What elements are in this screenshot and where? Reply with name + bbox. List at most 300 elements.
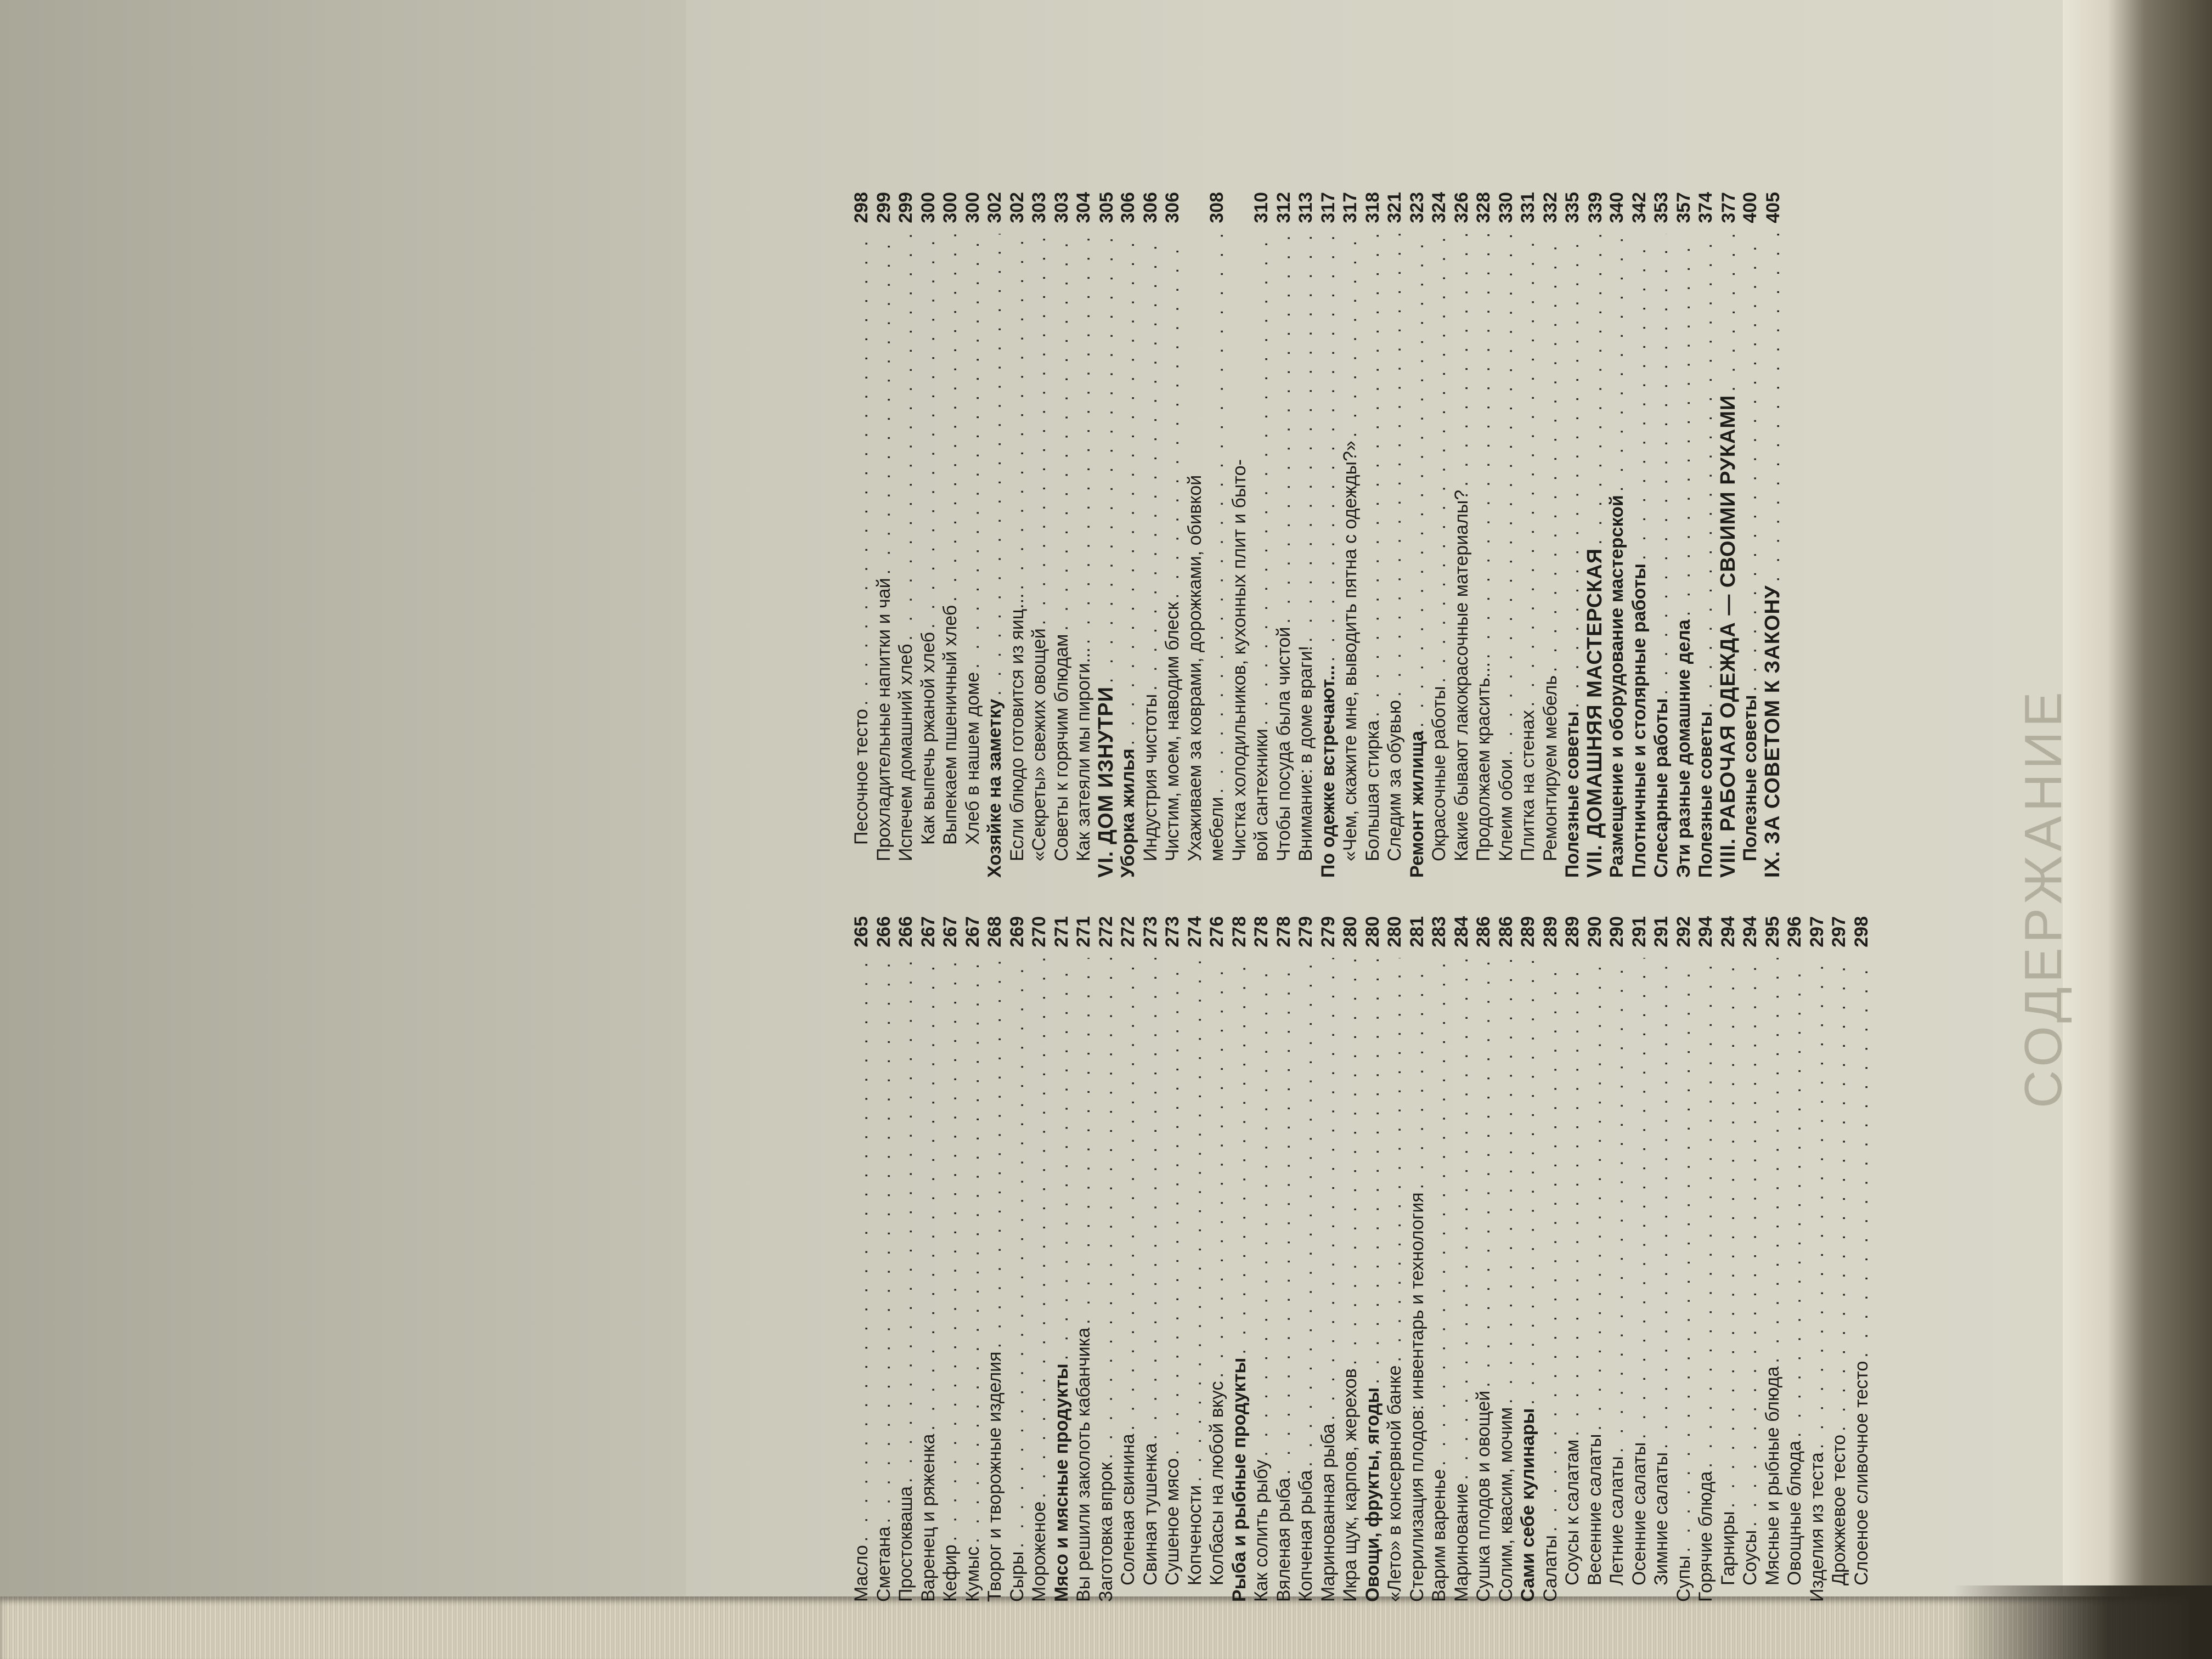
toc-entry-title: «Чем, скажите мне, выводить пятна с одежды?» xyxy=(1340,441,1361,861)
toc-entry-title: Изделия из теста xyxy=(1806,1452,1827,1602)
toc-entry xyxy=(939,916,962,1602)
toc-entry-title: Творог и творожные изделия xyxy=(984,1351,1005,1602)
toc-entry-title: Индустрия чистоты xyxy=(1139,693,1161,861)
toc-leader-dots xyxy=(1650,234,1673,695)
toc-entry-title: VIII. РАБОЧАЯ ОДЕЖДА — СВОИМИ РУКАМИ xyxy=(1716,394,1740,878)
book-cloth-spine xyxy=(0,1596,2189,1659)
toc-entry-title: Выпекаем пшеничный хлеб xyxy=(940,605,961,845)
toc-leader-dots xyxy=(1561,234,1584,708)
toc-entry-title: Чистим, моем, наводим блеск xyxy=(1162,602,1183,861)
toc-entry-title: Советы к горячим блюдам xyxy=(1051,634,1072,861)
toc-entry xyxy=(1295,916,1317,1602)
toc-entry-title: Плитка на стенах xyxy=(1517,710,1538,861)
toc-entry xyxy=(1762,192,1784,878)
toc-entry-title: Салаты xyxy=(1539,1535,1561,1602)
toc-entry xyxy=(873,192,895,878)
toc-entry xyxy=(1650,916,1673,1602)
rotated-contents xyxy=(669,11,2096,1602)
toc-leader-dots xyxy=(1250,234,1273,725)
toc-entry xyxy=(1673,916,1695,1602)
toc-page-number: 290 xyxy=(1606,916,1627,947)
toc-entry-title: Мясо и мясные продукты xyxy=(1051,1363,1072,1602)
toc-page-number: 400 xyxy=(1740,192,1760,223)
toc-page-number: 267 xyxy=(962,916,983,947)
toc-leader-dots xyxy=(1606,958,1628,1453)
toc-leader-dots xyxy=(873,234,895,574)
toc-page-number: 304 xyxy=(1073,192,1094,223)
toc-entry xyxy=(1828,916,1850,1602)
toc-page-number: 271 xyxy=(1073,916,1094,947)
toc-entry xyxy=(1451,192,1473,878)
toc-entry xyxy=(1028,916,1051,1602)
toc-entry-title: Маринование xyxy=(1451,1483,1472,1602)
toc-leader-dots xyxy=(1472,958,1495,1387)
toc-entry-title: Испечем домашний хлеб xyxy=(895,644,916,861)
toc-entry-title: Дрожжевое тесто xyxy=(1829,1434,1849,1585)
toc-leader-dots xyxy=(1317,958,1340,1420)
toc-entry xyxy=(1250,192,1273,878)
toc-leader-dots xyxy=(1406,958,1429,1189)
toc-entry-title: Кефир xyxy=(940,1544,961,1602)
toc-leader-dots xyxy=(1561,958,1584,1436)
toc-page-number: 280 xyxy=(1362,916,1383,947)
toc-leader-dots xyxy=(984,958,1006,1348)
toc-page-number: 303 xyxy=(1051,192,1072,223)
toc-entry xyxy=(1206,916,1228,1602)
toc-page-number: 332 xyxy=(1539,192,1561,223)
toc-entry xyxy=(1228,192,1251,878)
toc-entry xyxy=(1739,192,1762,878)
page-shadow-area xyxy=(0,0,686,1659)
toc-leader-dots xyxy=(1717,958,1740,1508)
toc-entry-title: Чистка холодильников, кухонных плит и быто- xyxy=(1228,459,1250,861)
toc-entry-title: Варенец и ряженка xyxy=(917,1434,939,1602)
toc-entry-title: Простокваша xyxy=(895,1486,916,1602)
toc-entry xyxy=(1762,916,1784,1602)
toc-page-number: 278 xyxy=(1228,916,1250,947)
toc-leader-dots xyxy=(1139,958,1162,1440)
toc-leader-dots xyxy=(1606,234,1628,492)
toc-leader-dots xyxy=(1073,234,1095,644)
toc-leader-dots xyxy=(1806,958,1829,1449)
toc-page-number: 318 xyxy=(1362,192,1383,223)
toc-page-number: 273 xyxy=(1139,916,1161,947)
toc-page-number: 339 xyxy=(1584,192,1606,223)
toc-entry-title: вой сантехники xyxy=(1251,729,1272,861)
toc-entry-title: Окрасочные работы xyxy=(1429,686,1449,861)
toc-leader-dots xyxy=(1828,958,1850,1431)
toc-entry xyxy=(850,192,873,878)
toc-page-number: 289 xyxy=(1562,916,1583,947)
toc-entry-title: Сами себе кулинары xyxy=(1517,1408,1538,1602)
toc-leader-dots xyxy=(1784,958,1806,1437)
toc-entry-title: Копченая рыба xyxy=(1295,1470,1316,1602)
toc-page-number: 405 xyxy=(1762,192,1784,223)
toc-page-number: 374 xyxy=(1695,192,1716,223)
toc-entry xyxy=(1362,192,1384,878)
toc-entry-title: Эти разные домашние дела xyxy=(1673,619,1694,878)
toc-entry xyxy=(1739,916,1762,1602)
toc-entry xyxy=(1139,916,1162,1602)
toc-entry xyxy=(1339,192,1362,878)
toc-page-number: 308 xyxy=(1206,192,1227,223)
toc-entry xyxy=(1161,916,1184,1602)
toc-page-number: 289 xyxy=(1517,916,1538,947)
toc-leader-dots xyxy=(1362,234,1384,717)
toc-entry-title: Сметана xyxy=(873,1526,894,1602)
toc-page-number: 305 xyxy=(1096,192,1117,223)
toc-page-number: 317 xyxy=(1340,192,1361,223)
toc-entry xyxy=(1628,192,1651,878)
toc-page-number: 302 xyxy=(984,192,1005,223)
toc-entry xyxy=(1606,916,1628,1602)
toc-entry-title: Мороженое xyxy=(1029,1501,1049,1602)
toc-page-number: 313 xyxy=(1295,192,1316,223)
toc-page-number: 300 xyxy=(962,192,983,223)
toc-entry xyxy=(1317,916,1340,1602)
toc-leader-dots xyxy=(1539,234,1562,672)
toc-page-number: 335 xyxy=(1562,192,1583,223)
toc-entry xyxy=(1561,916,1584,1602)
toc-page-number: 331 xyxy=(1517,192,1538,223)
toc-page-number: 300 xyxy=(940,192,961,223)
toc-leader-dots xyxy=(1628,234,1651,560)
toc-entry xyxy=(1228,916,1251,1602)
toc-page-number: 266 xyxy=(895,916,916,947)
toc-leader-dots xyxy=(1695,958,1717,1468)
toc-entry-title: Следим за обувью xyxy=(1384,699,1405,861)
toc-page-number: 317 xyxy=(1317,192,1339,223)
toc-entry xyxy=(1161,192,1184,878)
toc-page-number: 299 xyxy=(895,192,916,223)
toc-entry-title: Как выпечь ржаной хлеб xyxy=(917,631,939,845)
toc-entry xyxy=(1561,192,1584,878)
toc-leader-dots xyxy=(1762,234,1785,582)
toc-entry-title: Маринованная рыба xyxy=(1317,1423,1339,1602)
toc-page-number: 324 xyxy=(1429,192,1449,223)
toc-entry-title: Как солить рыбу xyxy=(1251,1459,1272,1602)
toc-entry-title: Продолжаем красить... xyxy=(1473,662,1494,861)
toc-entry xyxy=(962,916,984,1602)
toc-entry-title: Соусы xyxy=(1740,1530,1760,1585)
toc-entry-title: IX. ЗА СОВЕТОМ К ЗАКОНУ xyxy=(1760,585,1784,878)
toc-leader-dots xyxy=(895,958,917,1483)
toc-page-number: 290 xyxy=(1584,916,1605,947)
toc-page-number: 306 xyxy=(1118,192,1138,223)
toc-page-number: 274 xyxy=(1184,916,1205,947)
toc-entry xyxy=(1495,192,1517,878)
toc-leader-dots xyxy=(1628,958,1651,1439)
toc-leader-dots xyxy=(1673,234,1695,616)
toc-leader-dots xyxy=(1117,958,1139,1430)
toc-page-number: 286 xyxy=(1495,916,1516,947)
toc-entry-title: «Секреты» свежих овощей xyxy=(1029,628,1049,861)
toc-entry-title: Клеим обои xyxy=(1495,759,1516,861)
toc-page-number: 268 xyxy=(984,916,1005,947)
toc-leader-dots xyxy=(1206,958,1228,1378)
toc-page-number: 286 xyxy=(1473,916,1494,947)
toc-entry xyxy=(1717,916,1740,1602)
toc-entry xyxy=(984,192,1006,878)
toc-page-number: 377 xyxy=(1718,192,1739,223)
toc-entry xyxy=(1206,192,1228,878)
toc-page-number: 326 xyxy=(1451,192,1472,223)
toc-leader-dots xyxy=(1339,234,1362,437)
toc-entry-title: Плотничные и столярные работы xyxy=(1628,563,1650,878)
toc-leader-dots xyxy=(939,958,962,1541)
toc-leader-dots xyxy=(1695,234,1717,708)
toc-entry xyxy=(1095,192,1118,878)
toc-page-number: 310 xyxy=(1251,192,1272,223)
toc-leader-dots xyxy=(1539,958,1562,1532)
toc-entry xyxy=(917,192,940,878)
toc-leader-dots xyxy=(1650,958,1673,1449)
toc-entry-title: Соленая свинина xyxy=(1118,1434,1138,1585)
toc-entry-title: Вяленая рыба xyxy=(1273,1478,1294,1602)
toc-entry xyxy=(1428,192,1451,878)
toc-leader-dots xyxy=(1339,958,1362,1365)
toc-entry xyxy=(1117,192,1139,878)
toc-leader-dots xyxy=(1051,234,1073,631)
toc-entry xyxy=(1584,192,1606,878)
toc-entry xyxy=(917,916,940,1602)
toc-entry xyxy=(984,916,1006,1602)
toc-entry xyxy=(1384,192,1406,878)
toc-leader-dots xyxy=(1317,234,1340,662)
toc-entry-title: Уборка жилья xyxy=(1118,748,1138,878)
toc-entry xyxy=(1539,916,1562,1602)
toc-leader-dots xyxy=(984,234,1006,696)
toc-leader-dots xyxy=(1161,958,1184,1455)
toc-leader-dots xyxy=(873,958,895,1523)
toc-entry xyxy=(1250,916,1273,1602)
toc-entry-title: Если блюдо готовится из яиц... xyxy=(1006,593,1028,861)
toc-entry-title: Песочное тесто xyxy=(851,709,872,845)
toc-entry-title: Икра щук, карпов, жерехов xyxy=(1340,1368,1361,1602)
toc-entry xyxy=(1472,916,1495,1602)
toc-entry xyxy=(1451,916,1473,1602)
toc-page-number: 271 xyxy=(1051,916,1072,947)
toc-leader-dots xyxy=(1273,234,1295,624)
toc-entry xyxy=(1384,916,1406,1602)
toc-leader-dots xyxy=(895,234,917,641)
toc-entry xyxy=(1850,916,1873,1602)
toc-leader-dots xyxy=(1250,958,1273,1457)
toc-page-number: 279 xyxy=(1295,916,1316,947)
toc-entry-title: Соусы к салатам xyxy=(1562,1439,1583,1585)
toc-leader-dots xyxy=(1739,234,1762,691)
toc-entry-title: Гарниры xyxy=(1717,1511,1739,1585)
toc-leader-dots xyxy=(917,234,940,629)
toc-leader-dots xyxy=(1206,234,1228,793)
toc-page-number: 289 xyxy=(1539,916,1561,947)
page-heading: СОДЕРЖАНИЕ xyxy=(2014,687,2073,1108)
toc-page-number: 306 xyxy=(1139,192,1161,223)
toc-leader-dots xyxy=(1384,958,1406,1362)
toc-entry xyxy=(1428,916,1451,1602)
toc-leader-dots xyxy=(1406,234,1429,727)
toc-entry xyxy=(1139,192,1162,878)
toc-page-number: 323 xyxy=(1406,192,1427,223)
toc-leader-dots xyxy=(962,958,984,1543)
toc-page-number: 273 xyxy=(1162,916,1183,947)
toc-entry-title: Мясные и рыбные блюда xyxy=(1762,1366,1783,1585)
toc-entry-title: Кумыс xyxy=(962,1546,983,1602)
toc-page-number: 342 xyxy=(1628,192,1650,223)
toc-entry-title: Внимание: в доме враги! xyxy=(1295,645,1316,861)
toc-entry xyxy=(1495,916,1517,1602)
toc-page-number: 296 xyxy=(1784,916,1805,947)
toc-page-number: 340 xyxy=(1606,192,1627,223)
toc-page-number: 299 xyxy=(873,192,894,223)
toc-leader-dots xyxy=(1006,234,1029,590)
toc-page-number: 283 xyxy=(1429,916,1449,947)
toc-entry-title: Сыры xyxy=(1006,1551,1028,1602)
toc-entry-title: Полезные советы xyxy=(1562,711,1583,878)
toc-entry-title: Слесарные работы xyxy=(1651,698,1672,878)
toc-entry-title: Зимние салаты xyxy=(1651,1452,1672,1585)
toc-entry xyxy=(1472,192,1495,878)
toc-page-number: 328 xyxy=(1473,192,1494,223)
toc-page-number: 269 xyxy=(1006,916,1028,947)
toc-entry xyxy=(1073,192,1095,878)
toc-entry-title: Весенние салаты xyxy=(1584,1434,1605,1585)
toc-page-number: 295 xyxy=(1762,916,1783,947)
toc-entry-title: Горячие блюда xyxy=(1695,1471,1716,1602)
toc-page-number: 312 xyxy=(1273,192,1294,223)
toc-page-number: 353 xyxy=(1651,192,1672,223)
toc-page-number: 297 xyxy=(1806,916,1827,947)
toc-entry xyxy=(873,916,895,1602)
toc-page-number: 291 xyxy=(1628,916,1650,947)
toc-leader-dots xyxy=(1295,958,1317,1467)
toc-entry-title: Как затеяли мы пироги... xyxy=(1073,647,1094,861)
toc-leader-dots xyxy=(1584,958,1606,1431)
toc-page-number: 292 xyxy=(1673,916,1694,947)
toc-entry-title: Осенние салаты xyxy=(1628,1442,1650,1585)
toc-leader-dots xyxy=(1472,234,1495,659)
toc-leader-dots xyxy=(1495,958,1517,1404)
toc-entry xyxy=(895,916,917,1602)
toc-entry-title: Масло xyxy=(851,1545,872,1602)
toc-page-number: 321 xyxy=(1384,192,1405,223)
toc-leader-dots xyxy=(1517,958,1539,1405)
toc-leader-dots xyxy=(1006,958,1029,1548)
toc-page-number: 357 xyxy=(1673,192,1694,223)
toc-entry-title: Стерилизация плодов: инвентарь и технология xyxy=(1406,1192,1427,1602)
toc-entry xyxy=(1184,916,1206,1602)
toc-leader-dots xyxy=(1451,234,1473,487)
toc-page-number: 302 xyxy=(1006,192,1028,223)
toc-leader-dots xyxy=(1673,958,1695,1553)
toc-leader-dots xyxy=(1739,958,1762,1527)
toc-leader-dots xyxy=(1117,234,1139,745)
toc-leader-dots xyxy=(1295,234,1317,642)
toc-page-number: 278 xyxy=(1251,916,1272,947)
toc-left-column xyxy=(850,916,1872,1602)
toc-page-number: 267 xyxy=(940,916,961,947)
toc-page-number: 298 xyxy=(851,192,872,223)
toc-entry xyxy=(1006,916,1029,1602)
toc-entry xyxy=(1051,192,1073,878)
toc-entry xyxy=(1517,916,1539,1602)
toc-entry-title: Полезные советы xyxy=(1740,695,1760,861)
toc-entry-title: Колбасы на любой вкус xyxy=(1206,1381,1227,1585)
toc-entry-title: Копчености xyxy=(1184,1485,1205,1585)
toc-entry xyxy=(1317,192,1340,878)
toc-entry xyxy=(850,916,873,1602)
toc-entry-title: Сушеное мясо xyxy=(1162,1458,1183,1585)
toc-leader-dots xyxy=(1495,234,1517,755)
toc-entry-title: Какие бывают лакокрасочные материалы? xyxy=(1451,489,1472,861)
toc-entry xyxy=(1717,192,1740,878)
toc-entry xyxy=(1073,916,1095,1602)
toc-entry xyxy=(1051,916,1073,1602)
toc-entry xyxy=(1406,916,1429,1602)
toc-entry xyxy=(895,192,917,878)
toc-page-number: 294 xyxy=(1695,916,1716,947)
toc-page-number: 276 xyxy=(1206,916,1227,947)
toc-page-number: 303 xyxy=(1029,192,1049,223)
toc-entry-title: Ухаживаем за коврами, дорожками, обивкой xyxy=(1184,475,1205,861)
toc-entry xyxy=(1117,916,1139,1602)
toc-leader-dots xyxy=(850,234,873,706)
toc-entry xyxy=(1273,916,1295,1602)
toc-leader-dots xyxy=(1228,958,1251,1355)
toc-leader-dots xyxy=(917,958,940,1431)
toc-leader-dots xyxy=(1273,958,1295,1475)
toc-entry xyxy=(1095,916,1118,1602)
toc-page-number: 291 xyxy=(1651,916,1672,947)
toc-leader-dots xyxy=(1139,234,1162,691)
toc-entry xyxy=(1273,192,1295,878)
toc-entry-title: Размещение и оборудование мастерской xyxy=(1606,495,1627,878)
toc-entry xyxy=(1628,916,1651,1602)
toc-entry-title: Овощные блюда xyxy=(1784,1441,1805,1585)
toc-leader-dots xyxy=(1028,958,1051,1498)
toc-entry xyxy=(1784,916,1806,1602)
toc-leader-dots xyxy=(1184,958,1206,1482)
toc-entry xyxy=(1539,192,1562,878)
toc-entry-title: Ремонтируем мебель xyxy=(1539,675,1561,861)
toc-leader-dots xyxy=(1096,234,1118,683)
toc-page-number: 279 xyxy=(1317,916,1339,947)
toc-entry-title: По одежке встречают... xyxy=(1317,665,1339,878)
toc-entry xyxy=(1584,916,1606,1602)
toc-page-number: 297 xyxy=(1829,916,1849,947)
toc-leader-dots xyxy=(1850,958,1873,1358)
toc-entry-title: Ремонт жилища xyxy=(1406,731,1427,878)
toc-page-number: 298 xyxy=(1850,916,1872,947)
toc-entry-title: Слоеное сливочное тесто xyxy=(1850,1361,1872,1585)
toc-entry xyxy=(939,192,962,878)
toc-page-number: 280 xyxy=(1340,916,1361,947)
toc-page-number: 266 xyxy=(873,916,894,947)
toc-entry-title: Рыба и рыбные продукты xyxy=(1228,1357,1250,1602)
toc-right-column xyxy=(850,192,1784,878)
toc-entry-title: Свиная тушенка xyxy=(1139,1443,1161,1585)
toc-leader-dots xyxy=(1428,234,1451,683)
toc-entry xyxy=(1406,192,1429,878)
toc-entry xyxy=(1517,192,1539,878)
toc-page-number: 284 xyxy=(1451,916,1472,947)
toc-entry xyxy=(1295,192,1317,878)
toc-entry-title: Полезные советы xyxy=(1695,711,1716,878)
toc-page-number: 272 xyxy=(1095,916,1116,947)
toc-entry xyxy=(1673,192,1695,878)
toc-leader-dots xyxy=(962,234,984,669)
toc-entry-title: Варим варенье xyxy=(1429,1469,1449,1602)
